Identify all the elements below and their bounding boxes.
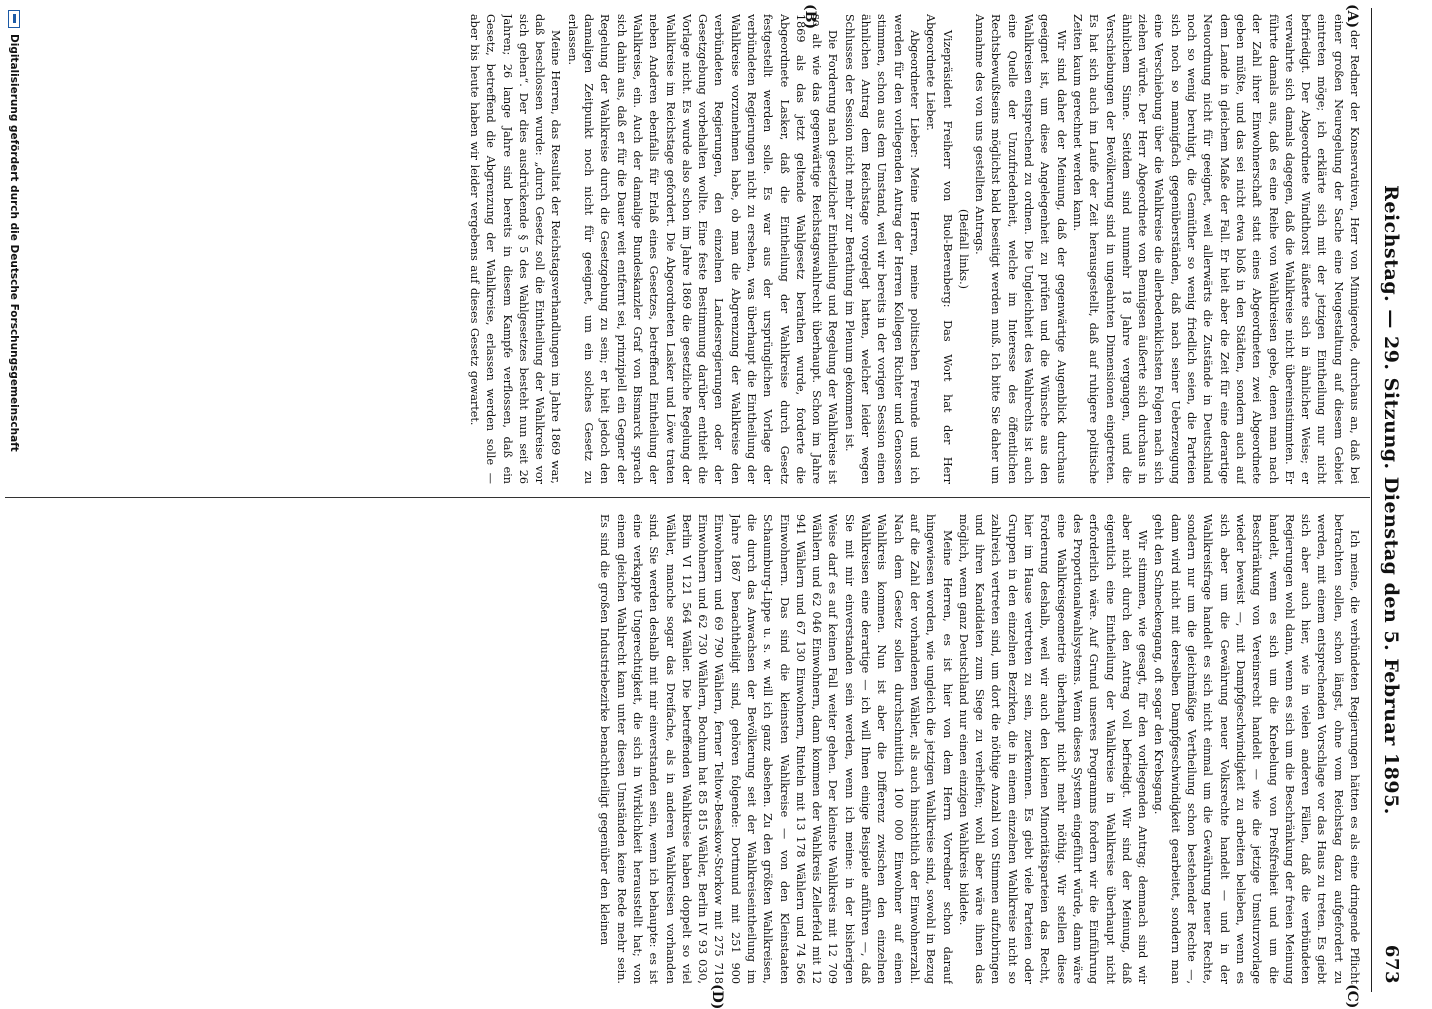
paragraph: Wir stimmen, wie gesagt, für den vorliegenden Antrag; demnach sind wir aber nicht durch den Antrag voll befriedigt. Wir sind der Meinung, daß eigentlich eine Eintheilung der Wahlkreise in Wahlkreise überhaupt nicht erforderlich wäre. Auf Grund unseres Programms fordern wir die Einführung des Proportionalwahlsystems. Wenn dieses System eingeführt würde, dann wäre eine Wahlkreisgeometrie überhaupt nicht mehr nöthig. Wir stellen diese Forderung deshalb, weil wir auch den kleinen Minoritätsparteien das Recht, hier im Hause vertreten zu sein, zuerkennen. Es giebt viele Parteien oder Gruppen in den einzelnen Bezirken, die in einem einzelnen Wahlkreise nicht so zahlreich vertreten sind, um dort die nöthige Anzahl von Stimmen aufzubringen und ihren Kandidaten zum Siege zu verhelfen; wohl aber wäre ihnen das möglich, wenn ganz Deutschland nur einen einzigen Wahlkreis bildete. bbox=[956, 514, 1150, 984]
left-column bbox=[17, 14, 1362, 484]
header-title: Reichstag. — 29. Sitzung. Dienstag den 5. Februar 1895. bbox=[1380, 185, 1402, 815]
credit-text: Digitalisierung gefördert durch die Deutsche Forschungsgemeinschaft bbox=[8, 34, 20, 452]
paragraph: der Redner der Konservativen, Herr von Minnigerode, durchaus an, daß bei einer großen Neuregelung der Sache eine Neugestaltung auf diesem Gebiet eintreten möge; ich erklärte sich mit der jetzigen Eintheilung nur nicht befriedigt. Der Abgeordnete Windthorst äußerte sich in ähnlicher Weise; er verwahrte sich damals dagegen, daß die Wahlkreise nicht übereinstimmten. Er führte damals aus, daß es eine Reihe von Wahlkreisen gebe, denen man nach der Zahl ihrer Einwohnerschaft statt eines Abgeordneten zwei Abgeordnete geben müßte, und das sei nicht etwa bloß in den Städten, sondern auch auf dem Lande in gleichem Maße der Fall. Er hielt aber die Zeit für eine derartige Neuordnung nicht für geeignet, weil allerwärts die Zustände in Deutschland noch so wenig beruhigt, die Gemüther so wenig friedlich seien, die Parteien sich noch so mannigfach gegenüberständen, daß nach seiner Ueberzeugung eine Verschiebung über die Wahlkreise die allerbedenklichsten Folgen nach sich ziehen würde. Der Herr Abgeordnete von Bennigsen äußerte sich durchaus in ähnlichem Sinne. Seitdem sind nunmehr 18 Jahre vergangen, und die Verschiebungen der Bevölkerung sind in ungeahnten Dimensionen eingetreten. Es hat sich auch im Laufe der Zeit herausgestellt, daß auf ruhigere politische Zeiten kaum gerechnet werden kann. bbox=[1070, 14, 1361, 484]
applause-note: (Beifall links.) bbox=[956, 208, 970, 290]
paragraph: Wir sind daher der Meinung, daß der gegenwärtige Augenblick durchaus geeignet ist, um diese Angelegenheit zu prüfen und die Wünsche aus den Wahlkreisen entsprechend zu ordnen. Die Ungleichheit des Wahlrechts ist auch eine Quelle der Unzufriedenheit, welche im Interesse des öffentlichen Rechtsbewußtseins möglichst bald beseitigt werden muß. Ich bitte Sie daher um Annahme des von uns gestellten Antrags. bbox=[973, 14, 1068, 484]
paragraph: Ich meine, die verbündeten Regierungen hätten es als eine dringende Pflicht betrachten sollen, schon längst, ohne vom Reichstag dazu aufgefordert zu werden, mit einem entsprechenden Vorschlage vor das Haus zu treten. Es giebt sich aber auch hier, wie in vielen anderen Fällen, daß die verbündeten Regierungen wohl dann, wenn es sich um die Beschränkung der freien Meinung handelt, wenn es sich um die Knebelung von Preßfreiheit und um die Beschränkung von Vereinsrecht handelt — wie die jetzige Umsturzvorlage wieder beweist —, mit Dampfgeschwindigkeit zu arbeiten belieben, wenn es sich aber um die Gewährung neuer Volksrechte handelt — und in der Wahlkreisfrage handelt es sich nicht einmal um die Gewährung neuer Rechte, sondern nur um die gleichmäßige Vertheilung schon bestehender Rechte —, dann wird nicht mit derselben Dampfgeschwindigkeit gearbeitet, sondern man geht den Schneckengang, oft sogar den Krebsgang. bbox=[1152, 514, 1361, 984]
column-divider bbox=[5, 497, 1370, 498]
digitization-credit bbox=[4, 10, 20, 990]
page-number: 673 bbox=[1381, 944, 1402, 984]
paragraph: Meine Herren, das Resultat der Reichstagsverhandlungen im Jahre 1869 war, daß beschlossen wurde: „durch Gesetz soll die Eintheilung der Wahlkreise vor sich gehen“. Der dies ausdrückende § 5 des Wahlgesetzes besteht nun seit 26 Jahren; 26 lange Jahre sind bereits in diesem Kampfe verflossen, daß ein Gesetz, betreffend die Abgrenzung der Wahlkreise, erlassen werden solle — aber bis heute haben wir leider vergebens auf dieses Gesetz gewartet. bbox=[467, 14, 563, 484]
margin-marker-a: (A) bbox=[1344, 4, 1360, 29]
running-header bbox=[1376, 8, 1402, 992]
right-column bbox=[17, 514, 1362, 984]
margin-marker-d: (D) bbox=[709, 984, 725, 1009]
margin-marker-b: (B) bbox=[802, 4, 818, 30]
dfg-logo-icon bbox=[8, 10, 20, 28]
paragraph: Die Forderung nach gesetzlicher Eintheilung und Regelung der Wahlkreise ist so alt wie das gegenwärtige Reichstagswahlrecht überhaupt. Schon im Jahre 1869 als das jetzt geltende Wahlgesetz berathen wurde, forderte die Abgeordnete Lasker, daß die Eintheilung der Wahlkreise durch Gesetz festgestellt werden solle. Es war aus der ursprünglichen Vorlage der verbündeten Regierungen nicht zu ersehen, was überhaupt die Eintheilung der Wahlkreise vorzunehmen habe, ob man die Abgrenzung der Wahlkreise den verbündeten Regierungen, den einzelnen Landesregierungen oder der Gesetzgebung vorbehalten wollte. Eine feste Bestimmung darüber enthielt die Vorlage nicht. Es wurde also schon im Jahre 1869 die gesetzliche Regelung der Wahlkreise im Reichstage gefordert. Die Abgeordneten Lasker und Löwe traten neben Anderen ebenfalls für Erlaß eines Gesetzes, betreffend Eintheilung der Wahlkreise, ein. Auch der damalige Bundeskanzler Graf von Bismarck sprach sich dahin aus, daß er für die Dauer weit entfernt sei, prinzipiell ein Gegner der Regelung der Wahlkreise durch die Gesetzgebung zu sein; er hielt jedoch den damaligen Zeitpunkt noch nicht für geeignet, um ein solches Gesetz zu erlassen. bbox=[565, 14, 840, 484]
speaker-paragraph: Abgeordneter Lieber: Meine Herren, meine politischen Freunde und ich werden für den vorliegenden Antrag der Herren Kollegen Richter und Genossen stimmen, schon aus dem Umstand, weil wir bereits in der vorigen Session einen ähnlichen Antrag dem Reichstage vorgelegt hatten, welcher leider wegen Schlusses der Session nicht mehr zur Berathung im Plenum gekommen ist. bbox=[842, 14, 921, 484]
speaker-intro: Vizepräsident Freiherr von Buol-Berenberg: Das Wort hat der Herr Abgeordnete Lieber. bbox=[924, 14, 954, 484]
margin-marker-c: (C) bbox=[1344, 984, 1360, 1009]
header-rule bbox=[1371, 8, 1372, 992]
paragraph: Meine Herren, es ist hier von dem Herrn Vorredner schon darauf hingewiesen worden, wie ungleich die jetzigen Wahlkreise sind, sowohl in Bezug auf die Zahl der vorhandenen Wähler, als auch hinsichtlich der Einwohnerzahl. Nach dem Gesetz sollen durchschnittlich 100 000 Einwohner auf einen Wahlkreis kommen. Nun ist aber die Differenz zwischen den einzelnen Wahlkreisen eine derartige — ich will Ihnen einige Beispiele anführen —, daß Sie mit mir einverstanden sein werden, wenn ich meine: in der bisherigen Weise darf es auf keinen Fall weiter gehen. Der kleinste Wahlkreis mit 12 709 Wählern und 62 046 Einwohnern, dann kommen der Wahlkreis Zellerfeld mit 12 941 Wählern und 67 130 Einwohnern, Rinteln mit 13 178 Wählern und 74 566 Einwohnern. Das sind die kleinsten Wahlkreise — von den Kleinstaaten Schaumburg-Lippe u. s. w. will ich ganz absehen. Zu den größten Wahlkreisen, die durch das Anwachsen der Bevölkerung seit der Wahlkreiseintheilung im Jahre 1867 benachtheiligt sind, gehören folgende: Dortmund mit 251 900 Einwohnern und 69 790 Wählern, ferner Teltow-Beeskow-Storkow mit 275 718 Einwohnern und 62 730 Wählern, Bochum hat 85 815 Wähler, Berlin IV 93 030, Berlin VI 121 564 Wähler. Die betreffenden Wahlkreise haben doppelt so viel Wähler, manche sogar das Dreifache, als in anderen Wahlkreisen vorhanden sind. Sie werden deshalb mit mir einverstanden sein, wenn ich behaupte: es ist eine verkappte Ungerechtigkeit, die sich in Wirklichkeit herausstellt hat; von einem gleichen Wahlrecht kann unter diesen Umständen keine Rede mehr sein. Es sind die großen Industriebezirke benachtheiligt gegenüber den kleinen bbox=[598, 514, 954, 984]
